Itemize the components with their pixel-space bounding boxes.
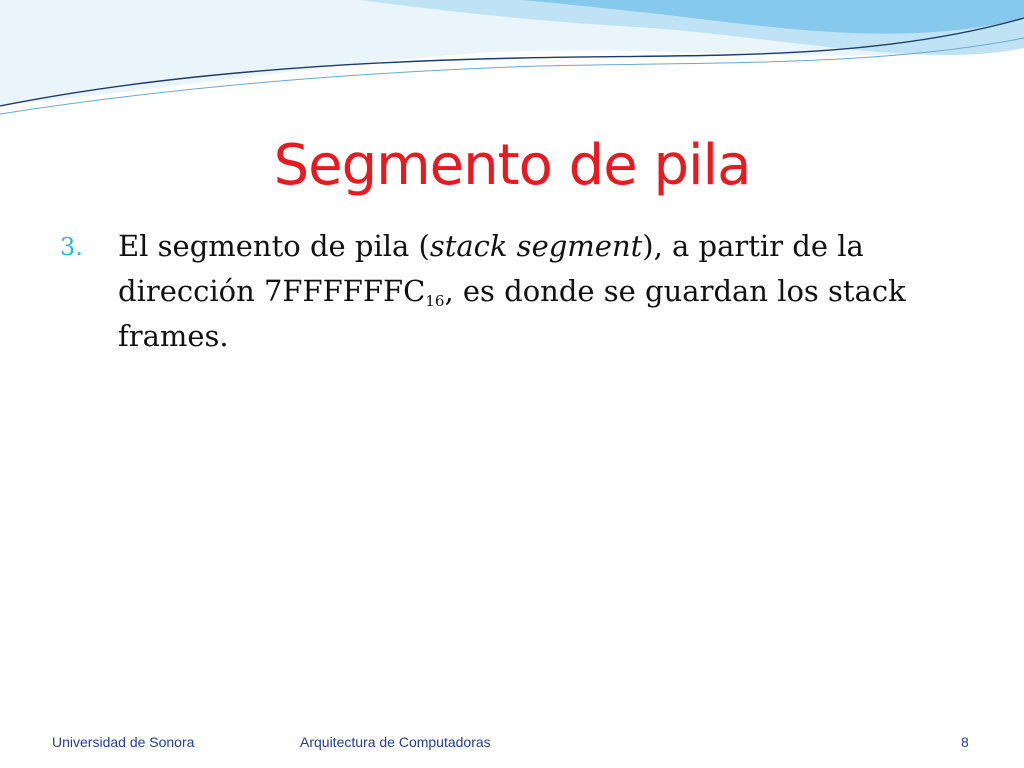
- bullet-text: [118, 224, 948, 359]
- bullet-item: [60, 224, 960, 359]
- footer-university: Universidad de Sonora: [52, 734, 195, 750]
- bullet-number: 3.: [60, 233, 83, 261]
- bullet-list: [60, 224, 960, 359]
- stack-segment-term: stack segment: [429, 229, 643, 263]
- slide-title: Segmento de pila: [273, 133, 751, 198]
- header-wave-decoration: [0, 0, 1024, 130]
- bullet-text-part3: , es donde se guardan los stack frames.: [118, 274, 906, 353]
- footer-course: Arquitectura de Computadoras: [300, 734, 491, 750]
- bullet-text-part1: El segmento de pila (: [118, 229, 430, 263]
- bullet-text-part2: ), a partir de la dirección 7FFFFFFC: [118, 229, 864, 308]
- address-base-subscript: 16: [425, 292, 445, 310]
- footer-page-number: 8: [961, 734, 969, 750]
